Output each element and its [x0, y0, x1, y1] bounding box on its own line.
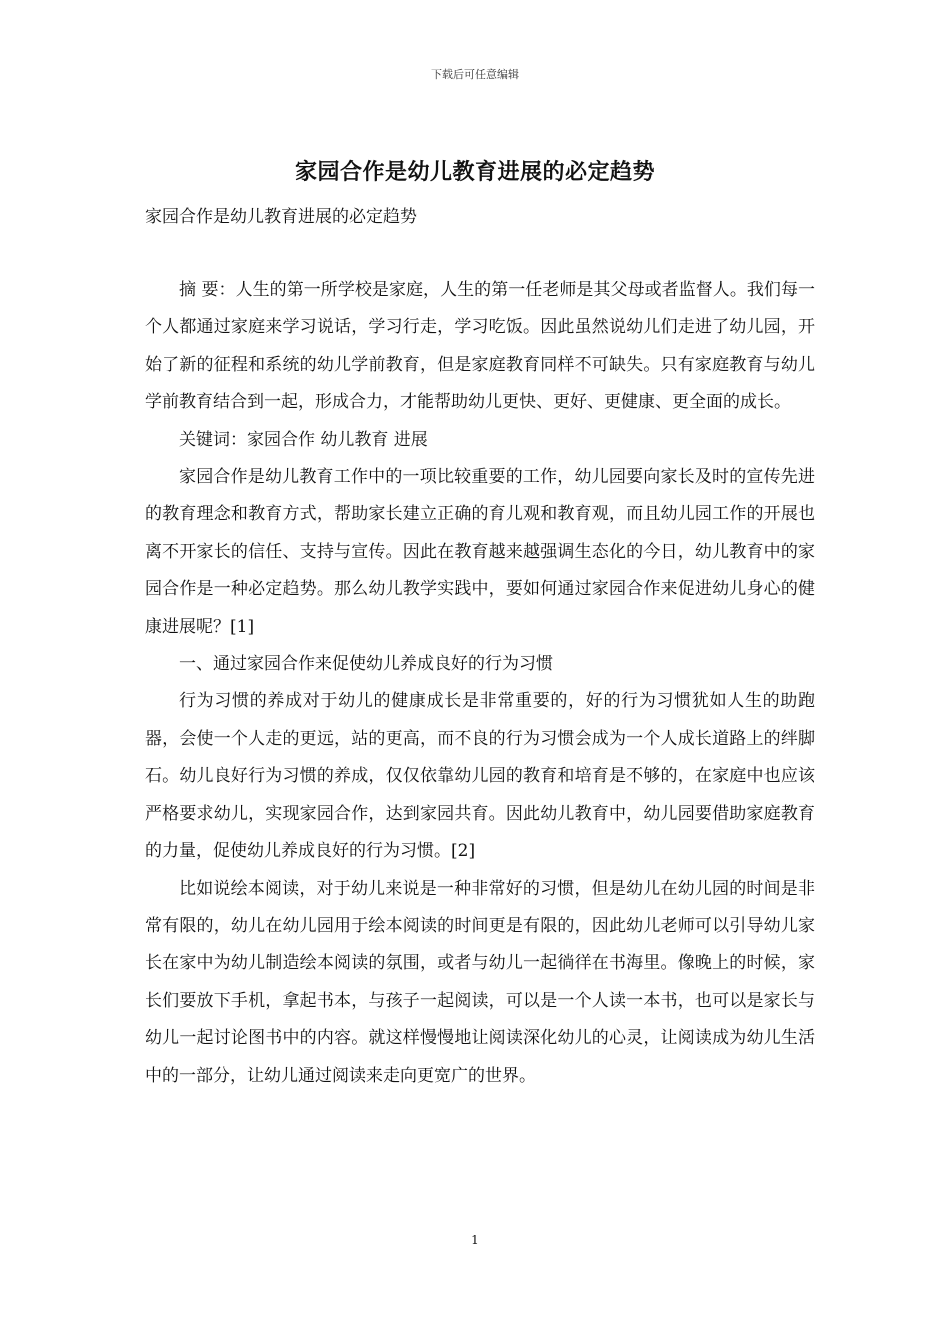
document-body — [145, 272, 815, 1095]
body-paragraph: 行为习惯的养成对于幼儿的健康成长是非常重要的，好的行为习惯犹如人生的助跑器，会使一个人走的更远，站的更高，而不良的行为习惯会成为一个人成长道路上的绊脚石。幼儿良好行为习惯的养成，仅仅依靠幼儿园的教育和培育是不够的，在家庭中也应该严格要求幼儿，实现家园合作，达到家园共育。因此幼儿教育中，幼儿园要借助家庭教育的力量，促使幼儿养成良好的行为习惯。[2] — [145, 691, 815, 862]
body-paragraph: 比如说绘本阅读，对于幼儿来说是一种非常好的习惯，但是幼儿在幼儿园的时间是非常有限的，幼儿在幼儿园用于绘本阅读的时间更是有限的，因此幼儿老师可以引导幼儿家长在家中为幼儿制造绘本阅读的氛围，或者与幼儿一起徜徉在书海里。像晚上的时候，家长们要放下手机，拿起书本，与孩子一起阅读，可以是一个人读一本书，也可以是家长与幼儿一起讨论图书中的内容。就这样慢慢地让阅读深化幼儿的心灵，让阅读成为幼儿生活中的一部分，让幼儿通过阅读来走向更宽广的世界。 — [145, 878, 815, 1086]
document-title: 家园合作是幼儿教育进展的必定趋势 — [294, 159, 655, 185]
document-subtitle: 家园合作是幼儿教育进展的必定趋势 — [145, 207, 417, 227]
page-number: 1 — [471, 1233, 479, 1247]
abstract-paragraph: 摘 要：人生的第一所学校是家庭，人生的第一任老师是其父母或者监督人。我们每一个人都通过家庭来学习说话，学习行走，学习吃饭。因此虽然说幼儿们走进了幼儿园，开始了新的征程和系统的幼儿学前教育，但是家庭教育同样不可缺失。只有家庭教育与幼儿学前教育结合到一起，形成合力，才能帮助幼儿更快、更好、更健康、更全面的成长。 — [145, 280, 815, 413]
header-note: 下载后可任意编辑 — [431, 68, 519, 81]
keywords-paragraph: 关键词：家园合作 幼儿教育 进展 — [179, 429, 428, 450]
section-heading: 一、通过家园合作来促使幼儿养成良好的行为习惯 — [179, 654, 553, 675]
intro-paragraph: 家园合作是幼儿教育工作中的一项比较重要的工作，幼儿园要向家长及时的宣传先进的教育理念和教育方式，帮助家长建立正确的育儿观和教育观，而且幼儿园工作的开展也离不开家长的信任、支持与宣传。因此在教育越来越强调生态化的今日，幼儿教育中的家园合作是一种必定趋势。那么幼儿教学实践中，要如何通过家园合作来促进幼儿身心的健康进展呢？[1] — [145, 467, 815, 637]
